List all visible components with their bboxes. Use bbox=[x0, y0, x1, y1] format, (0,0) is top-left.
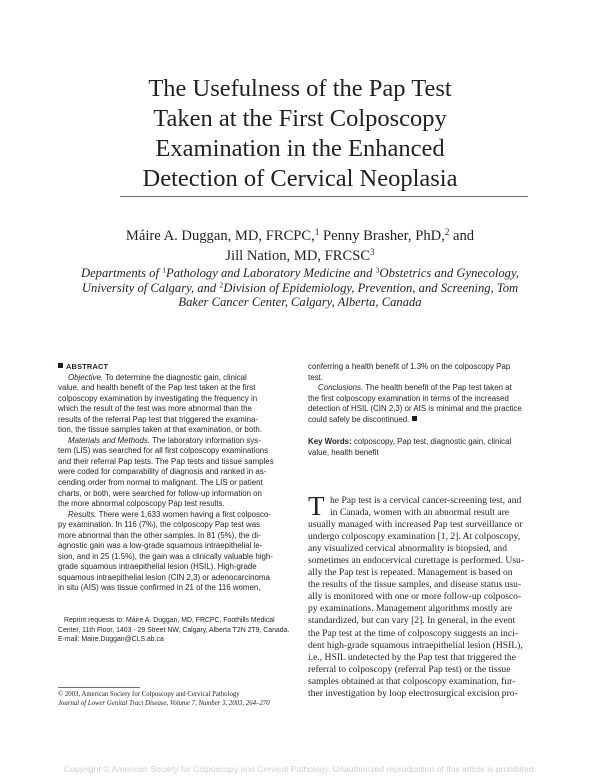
abstract-line: the first colposcopy examination in terms of the increased bbox=[308, 393, 509, 403]
abstract-line: results of the referral Pap test that triggered the examina- bbox=[58, 414, 258, 424]
body-line: samples obtained at that colposcopy examination, fur- bbox=[308, 675, 516, 687]
abstract-line: py examination. In 116 (7%), the colposcopy Pap test was bbox=[58, 520, 261, 530]
abstract-line: the more abnormal colposcopy Pap test results. bbox=[58, 499, 225, 509]
abstract-line: tem (LIS) was searched for all first colposcopy examinations bbox=[58, 446, 269, 456]
author-list bbox=[58, 226, 542, 266]
abstract-line: test. bbox=[308, 372, 323, 382]
author-affil-mark: 1 bbox=[314, 227, 320, 238]
keywords-line: Key Words: colposcopy, Pap test, diagnostic gain, clinical bbox=[308, 437, 512, 446]
citation-line: Journal of Lower Genital Tract Disease, Volume 7, Number 3, 2003, 264–270 bbox=[58, 700, 270, 707]
body-line: in Canada, women with an abnormal result are bbox=[330, 507, 510, 519]
abstract-line: charts, or both, were searched for follow-up information on bbox=[58, 488, 262, 498]
title-line: Detection of Cervical Neoplasia bbox=[142, 165, 458, 192]
journal-footer bbox=[58, 690, 298, 708]
title-line: Examination in the Enhanced bbox=[155, 135, 445, 162]
body-line: any visualized cervical abnormality is biopsied, and bbox=[308, 543, 508, 555]
body-line: undergo colposcopy examination [1, 2]. At colposcopy, bbox=[308, 531, 521, 543]
author-name: Jill Nation, MD, FRCSC bbox=[225, 248, 371, 264]
footer-divider bbox=[58, 687, 140, 688]
body-line: ally is monitored with one or more follow-up colposco- bbox=[308, 591, 522, 603]
abstract-line: value, and health benefit of the Pap test taken at the first bbox=[58, 383, 256, 393]
abstract-line: cending order from normal to malignant. The LIS or patient bbox=[58, 478, 263, 488]
abstract-line: colposcopy examination by investigating the frequency in bbox=[58, 393, 258, 403]
abstract-line: agnostic gain was a low-grade squamous intraepithelial le- bbox=[58, 541, 263, 551]
abstract-line: Materials and Methods. The laboratory information sys- bbox=[68, 435, 261, 445]
title-divider bbox=[120, 196, 528, 197]
abstract-line: which the result of the test was more abnormal than the bbox=[58, 404, 252, 414]
body-line: standardized, but can vary [2]. In general, in the event bbox=[308, 615, 516, 627]
author-line bbox=[58, 226, 542, 246]
body-line: py examinations. Management algorithms mostly are bbox=[308, 603, 513, 615]
abstract-line: conferring a health benefit of 1.3% on the colposcopy Pap bbox=[308, 362, 511, 371]
body-line: the results of the tissue samples, and disease status usu- bbox=[308, 579, 522, 591]
abstract-line: detection of HSIL (CIN 2,3) or AIS is minimal and the practice bbox=[308, 404, 522, 414]
abstract-line: were coded for comparability of diagnosis and ranked in as- bbox=[58, 467, 267, 477]
body-line: he Pap test is a cervical cancer-screening test, and bbox=[330, 495, 522, 506]
abstract-line: tion, the tissue samples taken at that examination, or both. bbox=[58, 425, 262, 435]
affiliation-line: University of Calgary, and $^2$Division of Epidemiology, Prevention, and Screening, Tom bbox=[81, 280, 519, 295]
drop-cap: T bbox=[308, 491, 325, 521]
affiliation-line: Baker Cancer Center, Calgary, Alberta, Canada bbox=[178, 295, 422, 310]
abstract-line: sion, and in 25 (1.5%), the gain was a clinically valuable high- bbox=[58, 551, 273, 561]
abstract-line: grade squamous intraepithelial lesion (HSIL). High-grade bbox=[58, 562, 257, 572]
abstract-line: Objective. To determine the diagnostic gain, clinical bbox=[68, 372, 247, 382]
abstract-line: could safely be discontinued. bbox=[308, 415, 542, 426]
title-line: The Usefulness of the Pap Test bbox=[148, 75, 452, 102]
body-line: usually managed with increased Pap test surveillance or bbox=[308, 519, 523, 531]
body-line: ally the Pap test is repeated. Management is based on bbox=[308, 567, 513, 579]
author-conjunction: and bbox=[453, 228, 475, 244]
introduction-text bbox=[308, 491, 542, 700]
reprint-requests bbox=[58, 616, 290, 645]
author-line bbox=[58, 246, 542, 266]
abstract-line: and their referral Pap tests. The Pap tests and tissue samples bbox=[58, 456, 274, 466]
abstract-line: squamous intraepithelial lesion (CIN 2,3) or adenocarcinoma bbox=[58, 572, 270, 582]
keywords-line: value, health benefit bbox=[308, 447, 379, 457]
body-line: ther investigation by loop electrosurgical excision pro- bbox=[308, 687, 518, 699]
author-name: Máire A. Duggan, MD, FRCPC, bbox=[125, 228, 315, 244]
article-title bbox=[58, 74, 542, 194]
author-name: Penny Brasher, PhD, bbox=[323, 228, 445, 244]
reprint-line: E-mail: Maire.Duggan@CLS.ab.ca bbox=[58, 636, 164, 644]
square-bullet-icon bbox=[58, 363, 63, 368]
abstract-line: Results. There were 1,633 women having a first colposco- bbox=[68, 509, 271, 519]
affiliations bbox=[58, 266, 542, 310]
author-affil-mark: 3 bbox=[370, 247, 375, 258]
affiliation-line: Departments of $^1$Pathology and Laboratory Medicine and $^3$Obstetrics and Gynecology, bbox=[80, 265, 520, 280]
abstract-left-column bbox=[58, 362, 290, 594]
reprint-line: Center, 11th Floor, 1403 - 29 Street NW, Calgary, Alberta T2N 2T9, Canada. bbox=[58, 626, 290, 634]
abstract-line: Conclusions. The health benefit of the Pap test taken at bbox=[318, 383, 512, 393]
body-line: i.e., HSIL undetected by the Pap test that triggered the bbox=[308, 651, 516, 663]
body-line: sometimes an endocervical curettage is performed. Usu- bbox=[308, 555, 525, 567]
copyright-line: © 2003, American Society for Colposcopy and Cervical Pathology bbox=[58, 691, 240, 698]
end-mark-icon bbox=[412, 416, 417, 421]
keywords bbox=[308, 437, 542, 458]
abstract-right-column bbox=[308, 362, 542, 425]
body-line: the Pap test at the time of colposcopy suggests an inci- bbox=[308, 627, 518, 639]
copyright-watermark: Copyright © American Society for Colposcopy and Cervical Pathology. Unauthorized reproduction of this article is prohibited. bbox=[64, 764, 536, 774]
abstract-line: more abnormal than the other samples. In 81 (5%), the di- bbox=[58, 530, 261, 540]
body-line: referral to colposcopy (referral Pap test) or the tissue bbox=[308, 663, 511, 675]
reprint-line: Reprint requests to: Máire A. Duggan, MD, FRCPC, Foothills Medical bbox=[64, 617, 275, 624]
abstract-heading: ABSTRACT bbox=[58, 362, 290, 373]
keywords-label: Key Words: bbox=[308, 437, 352, 446]
title-line: Taken at the First Colposcopy bbox=[153, 105, 447, 132]
body-line: dent high-grade squamous intraepithelial lesion (HSIL), bbox=[308, 639, 523, 651]
author-affil-mark: 2 bbox=[444, 227, 450, 238]
abstract-line: in situ (AIS) was tissue confirmed in 21 of the 116 women, bbox=[58, 583, 261, 593]
